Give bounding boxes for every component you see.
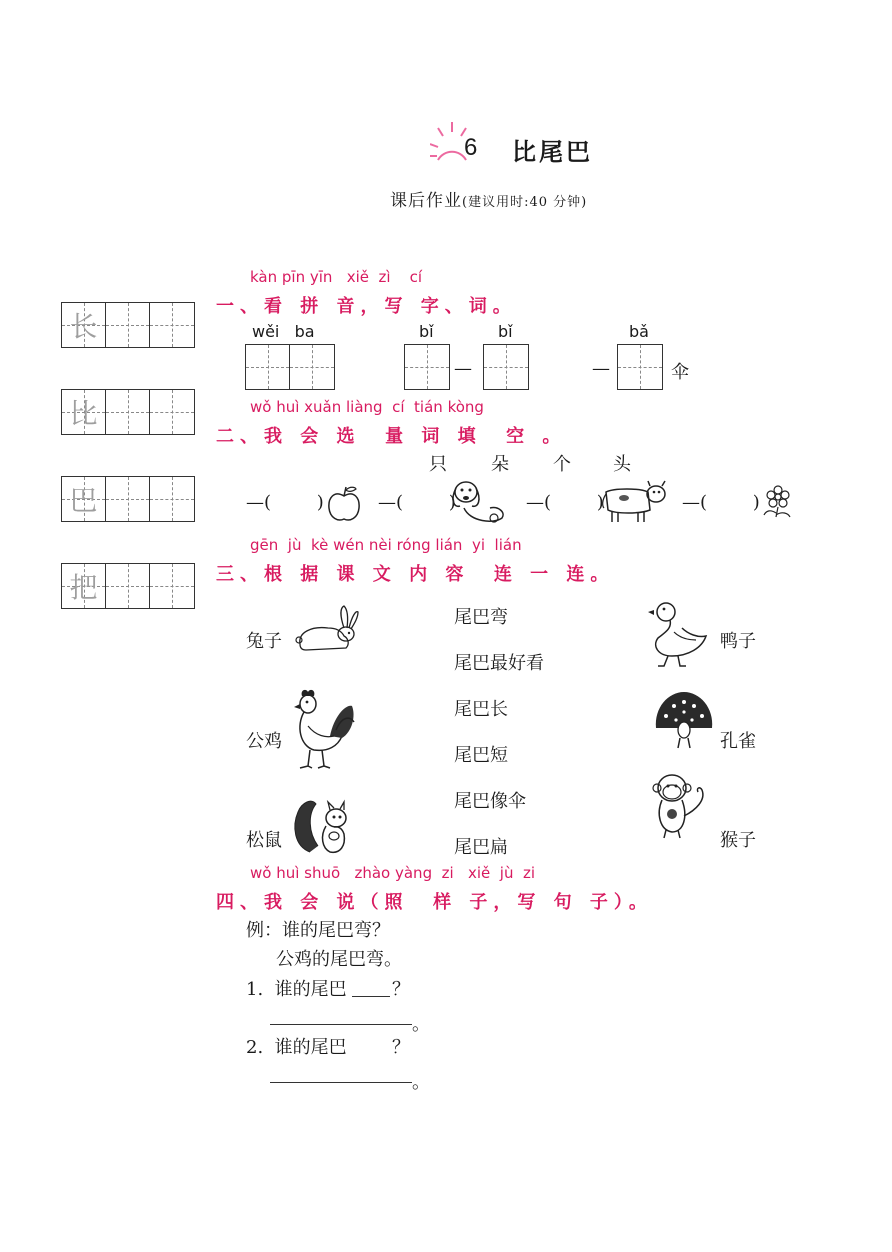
blank-puppy[interactable]: —( ): [378, 492, 456, 513]
rabbit-icon: [294, 604, 360, 656]
tail-desc[interactable]: 尾巴像伞: [454, 791, 526, 812]
side-grid-2[interactable]: [61, 389, 195, 435]
dash: —: [592, 358, 610, 379]
section3-heading: 三、根 据 课 文 内 容 连 一 连。: [216, 564, 615, 585]
peacock-icon: [652, 688, 716, 750]
tail-desc[interactable]: 尾巴长: [454, 699, 508, 720]
blank-flower[interactable]: —( ): [682, 492, 760, 513]
homework-subtitle: [390, 186, 587, 211]
cow-icon: [600, 478, 670, 526]
period: 。: [412, 1014, 430, 1035]
lesson-number: 6: [464, 134, 478, 161]
section2-heading: 二、我 会 选 量 词 填 空 。: [216, 426, 567, 447]
pinyin-bi-1: bǐ: [419, 322, 434, 341]
tail-desc[interactable]: 尾巴最好看: [454, 653, 544, 674]
blank-cow[interactable]: —( ): [526, 492, 604, 513]
flower-icon: [760, 485, 794, 521]
animal-right[interactable]: 孔雀: [720, 731, 756, 752]
section2-pinyin: wǒ huì xuǎn liàng cí tián kòng: [250, 398, 484, 416]
question-1: 1. 谁的尾巴: [246, 979, 347, 1000]
umbrella-word: 伞: [671, 362, 689, 383]
side-grid-1[interactable]: [61, 302, 195, 348]
pinyin-bi-2: bǐ: [498, 322, 513, 341]
question-mark: ？: [392, 1037, 410, 1058]
example-answer: 公鸡的尾巴弯。: [276, 949, 402, 970]
tail-desc[interactable]: 尾巴弯: [454, 607, 508, 628]
measure-word: 个: [553, 454, 571, 475]
answer-grid-ba[interactable]: [617, 344, 663, 390]
section3-pinyin: gēn jù kè wén nèi róng lián yi lián: [250, 536, 522, 554]
answer-grid-bi-2[interactable]: [483, 344, 529, 390]
animal-right[interactable]: 猴子: [720, 830, 756, 851]
lesson-title: [430, 120, 650, 180]
example-question: 例：谁的尾巴弯？: [246, 920, 390, 941]
dash: —: [454, 358, 472, 379]
side-char: 长: [69, 310, 98, 343]
side-char: 比: [69, 397, 98, 430]
apple-icon: [326, 484, 362, 524]
monkey-icon: [652, 770, 708, 842]
animal-left[interactable]: 公鸡: [246, 731, 282, 752]
measure-word: 只: [429, 454, 447, 475]
subtitle-main: 课后作业: [390, 191, 462, 211]
side-grid-4[interactable]: [61, 563, 195, 609]
section4-pinyin: wǒ huì shuō zhào yàng zi xiě jù zi: [250, 864, 536, 882]
duck-icon: [648, 598, 708, 668]
subtitle-note: (建议用时:40 分钟): [462, 195, 588, 210]
tail-desc[interactable]: 尾巴扁: [454, 837, 508, 858]
side-char: 巴: [69, 484, 98, 517]
squirrel-icon: [290, 796, 354, 856]
section4-heading: 四、我 会 说（照 样 子，写 句 子）。: [216, 892, 653, 913]
question-mark: ？: [392, 979, 410, 1000]
measure-word: 头: [613, 454, 631, 475]
animal-left[interactable]: 松鼠: [246, 830, 282, 851]
answer-2-line[interactable]: [270, 1082, 412, 1083]
pinyin-weiba: wěi ba: [252, 322, 315, 341]
side-grid-3[interactable]: [61, 476, 195, 522]
question-2: 2. 谁的尾巴: [246, 1037, 347, 1058]
answer-1-line[interactable]: [270, 1024, 412, 1025]
period: 。: [412, 1072, 430, 1093]
blank-apple[interactable]: —( ): [246, 492, 324, 513]
side-char: 把: [69, 571, 98, 604]
section1-pinyin: kàn pīn yīn xiě zì cí: [250, 268, 423, 286]
animal-left[interactable]: 兔子: [246, 631, 282, 652]
lesson-name: 比尾巴: [512, 137, 593, 166]
measure-word: 朵: [491, 454, 509, 475]
rooster-icon: [290, 686, 358, 772]
puppy-icon: [450, 478, 508, 526]
q1-blank[interactable]: [352, 996, 390, 997]
answer-grid-weiba[interactable]: [245, 344, 335, 390]
q2-blank[interactable]: [352, 1033, 390, 1057]
answer-grid-bi-1[interactable]: [404, 344, 450, 390]
animal-right[interactable]: 鸭子: [720, 631, 756, 652]
tail-desc[interactable]: 尾巴短: [454, 745, 508, 766]
pinyin-ba: bǎ: [629, 322, 649, 341]
section1-heading: 一、看 拼 音，写 字、词。: [216, 296, 517, 317]
